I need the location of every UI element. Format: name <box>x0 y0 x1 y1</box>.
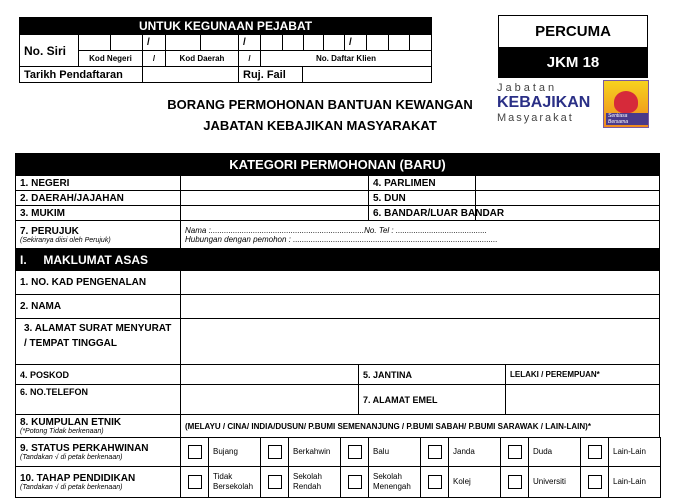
nama-label: 2. NAMA <box>15 294 181 319</box>
perujuk-nama[interactable]: Nama :.....................................................................No. Tel : ......................................... <box>185 225 487 235</box>
siri-cell[interactable] <box>303 34 324 51</box>
status-title: 9. STATUS PERKAHWINAN <box>20 443 149 454</box>
dun-field[interactable] <box>475 190 660 206</box>
perujuk-field[interactable] <box>180 220 660 249</box>
mukim-field[interactable] <box>180 205 369 221</box>
office-header: UNTUK KEGUNAAN PEJABAT <box>19 17 432 34</box>
pendidikan-label <box>15 466 181 498</box>
checkbox-icon[interactable] <box>348 475 362 489</box>
kad-field[interactable] <box>180 270 660 295</box>
status-note: (Tandakan √ di petak berkenaan) <box>20 454 123 461</box>
siri-cell[interactable] <box>388 34 410 51</box>
slash: / <box>344 34 367 51</box>
perujuk-note: (Sekiranya diisi oleh Perujuk) <box>20 236 111 244</box>
checkbox-icon[interactable] <box>508 475 522 489</box>
percuma-label: PERCUMA <box>498 15 648 48</box>
status-checkbox[interactable] <box>180 437 209 467</box>
telefon-label: 6. NO.TELEFON <box>15 384 181 415</box>
logo-text: Masyarakat <box>497 112 574 124</box>
negeri-label: 1. NEGERI <box>15 175 181 191</box>
emel-field[interactable] <box>505 384 660 415</box>
form-title: BORANG PERMOHONAN BANTUAN KEWANGAN <box>167 97 473 112</box>
checkbox-icon[interactable] <box>348 445 362 459</box>
siri-cell[interactable] <box>409 34 432 51</box>
kad-label: 1. NO. KAD PENGENALAN <box>15 270 181 295</box>
pendidikan-checkbox[interactable] <box>500 466 529 498</box>
logo-text: KEBAJIKAN <box>497 94 591 111</box>
no-daftar-label: No. Daftar Klien <box>260 50 432 67</box>
checkbox-icon[interactable] <box>588 445 602 459</box>
siri-cell[interactable] <box>323 34 345 51</box>
status-checkbox[interactable] <box>500 437 529 467</box>
pendidikan-option-label: Kolej <box>448 466 501 498</box>
daerah-field[interactable] <box>180 190 369 206</box>
slash: / <box>142 50 166 67</box>
etnik-label <box>15 414 181 438</box>
bandar-field[interactable] <box>475 205 660 221</box>
jkm-logo <box>497 82 597 124</box>
status-option-label: Balu <box>368 437 421 467</box>
status-option-label: Janda <box>448 437 501 467</box>
pendidikan-title: 10. TAHAP PENDIDIKAN <box>20 473 136 484</box>
etnik-note: (*Potong Tidak berkenaan) <box>20 428 104 435</box>
maklumat-asas-header: I. MAKLUMAT ASAS <box>15 248 660 271</box>
tarikh-field[interactable] <box>142 66 239 83</box>
checkbox-icon[interactable] <box>268 475 282 489</box>
parlimen-label: 4. PARLIMEN <box>368 175 476 191</box>
pendidikan-option-label: Universiti <box>528 466 581 498</box>
perujuk-title: 7. PERUJUK <box>20 225 79 237</box>
heart-logo-icon <box>603 80 649 128</box>
ruj-fail-label: Ruj. Fail <box>238 66 303 83</box>
pendidikan-checkbox[interactable] <box>260 466 289 498</box>
slash: / <box>142 34 166 51</box>
slash: / <box>238 50 261 67</box>
telefon-field[interactable] <box>180 384 359 415</box>
checkbox-icon[interactable] <box>428 445 442 459</box>
logo-text: Jabatan <box>497 82 558 94</box>
siri-cell[interactable] <box>200 34 239 51</box>
alamat-label: 3. ALAMAT SURAT MENYURAT / TEMPAT TINGGAL <box>15 318 181 365</box>
status-checkbox[interactable] <box>420 437 449 467</box>
dun-label: 5. DUN <box>368 190 476 206</box>
pendidikan-checkbox[interactable] <box>420 466 449 498</box>
checkbox-icon[interactable] <box>188 445 202 459</box>
checkbox-icon[interactable] <box>428 475 442 489</box>
kod-negeri-label: Kod Negeri <box>78 50 143 67</box>
siri-cell[interactable] <box>366 34 389 51</box>
status-option-label: Berkahwin <box>288 437 341 467</box>
poskod-field[interactable] <box>180 364 359 385</box>
status-label <box>15 437 181 467</box>
checkbox-icon[interactable] <box>268 445 282 459</box>
jantina-label: 5. JANTINA <box>358 364 506 385</box>
kategori-header: KATEGORI PERMOHONAN (BARU) <box>15 153 660 176</box>
pendidikan-option-label: Tidak Bersekolah <box>208 466 261 498</box>
kod-daerah-label: Kod Daerah <box>165 50 239 67</box>
siri-cell[interactable] <box>282 34 304 51</box>
status-option-label: Duda <box>528 437 581 467</box>
parlimen-field[interactable] <box>475 175 660 191</box>
pendidikan-option-label: Lain-Lain <box>608 466 661 498</box>
perujuk-label <box>15 220 181 249</box>
pendidikan-option-label: Sekolah Rendah <box>288 466 341 498</box>
siri-cell[interactable] <box>165 34 201 51</box>
checkbox-icon[interactable] <box>508 445 522 459</box>
slash: / <box>238 34 261 51</box>
checkbox-icon[interactable] <box>588 475 602 489</box>
pendidikan-note: (Tandakan √ di petak berkenaan) <box>20 484 123 491</box>
status-checkbox[interactable] <box>580 437 609 467</box>
status-checkbox[interactable] <box>340 437 369 467</box>
siri-cell[interactable] <box>110 34 143 51</box>
pendidikan-checkbox[interactable] <box>580 466 609 498</box>
etnik-field[interactable]: (MELAYU / CINA/ INDIA/DUSUN/ P.BUMI SEMENANJUNG / P.BUMI SABAH/ P.BUMI SARAWAK / LAIN-LAIN)* <box>180 414 660 438</box>
emel-label: 7. ALAMAT EMEL <box>358 384 506 415</box>
status-checkbox[interactable] <box>260 437 289 467</box>
pendidikan-checkbox[interactable] <box>340 466 369 498</box>
poskod-label: 4. POSKOD <box>15 364 181 385</box>
status-option-label: Bujang <box>208 437 261 467</box>
status-option-label: Lain-Lain <box>608 437 661 467</box>
etnik-title: 8. KUMPULAN ETNIK <box>20 417 122 428</box>
form-code: JKM 18 <box>498 47 648 78</box>
pendidikan-checkbox[interactable] <box>180 466 209 498</box>
mukim-label: 3. MUKIM <box>15 205 181 221</box>
pendidikan-option-label: Sekolah Menengah <box>368 466 421 498</box>
ruj-fail-field[interactable] <box>302 66 432 83</box>
bandar-label: 6. BANDAR/LUAR BANDAR <box>368 205 476 221</box>
alamat-field[interactable] <box>180 318 660 365</box>
jantina-field[interactable]: LELAKI / PEREMPUAN* <box>505 364 660 385</box>
no-siri-label: No. Siri <box>19 34 79 67</box>
siri-cell[interactable] <box>78 34 111 51</box>
daerah-label: 2. DAERAH/JAJAHAN <box>15 190 181 206</box>
negeri-field[interactable] <box>180 175 369 191</box>
perujuk-hubungan[interactable]: Hubungan dengan pemohon : ............................................................................................ <box>185 234 498 244</box>
logo-tagline: Sentiasa Bersama <box>606 113 648 125</box>
tarikh-label: Tarikh Pendaftaran <box>19 66 143 83</box>
form-subtitle: JABATAN KEBAJIKAN MASYARAKAT <box>203 118 437 133</box>
nama-field[interactable] <box>180 294 660 319</box>
checkbox-icon[interactable] <box>188 475 202 489</box>
siri-cell[interactable] <box>260 34 283 51</box>
